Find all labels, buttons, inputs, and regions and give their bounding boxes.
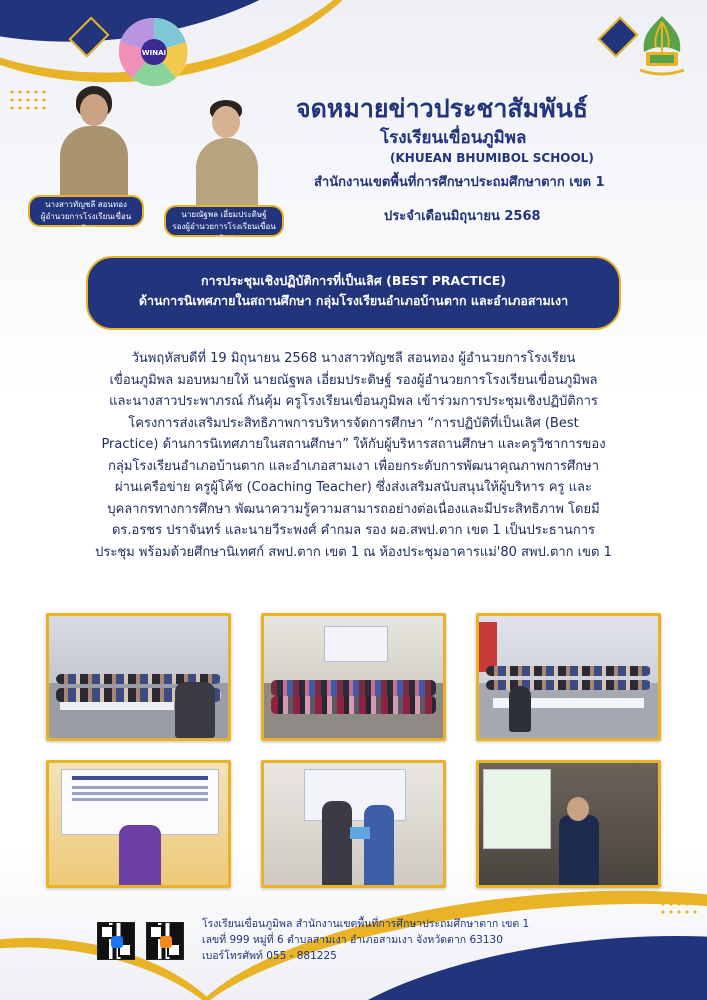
curtain bbox=[479, 622, 497, 672]
uniform bbox=[60, 126, 128, 202]
presenter bbox=[322, 801, 352, 888]
event-photo-3 bbox=[476, 613, 661, 741]
event-title-banner bbox=[86, 256, 621, 330]
website-icon bbox=[160, 936, 172, 948]
body-line: ประชุม พร้อมด้วยศึกษานิเทศก์ สพป.ตาก เขต 1 ณ ห้องประชุมอาคารแม่'80 สพป.ตาก เขต 1 bbox=[95, 544, 612, 560]
speaker-head bbox=[567, 797, 589, 821]
group-row bbox=[271, 680, 436, 696]
game-screen bbox=[483, 769, 551, 849]
event-photo-6 bbox=[476, 760, 661, 888]
body-line: ผ่านเครือข่าย ครูผู้โค้ช (Coaching Teacher) ซึ่งส่งเสริมสนับสนุนให้ผู้บริหาร ครู และ bbox=[115, 480, 592, 495]
recipient bbox=[364, 805, 394, 888]
event-photo-5 bbox=[261, 760, 446, 888]
footer-contact bbox=[202, 916, 529, 964]
news-body bbox=[20, 348, 687, 563]
dot-pattern bbox=[8, 88, 48, 112]
body-line: กลุ่มโรงเรียนอำเภอบ้านตาก และอำเภอสามเงา เพื่อยกระดับการพัฒนาคุณภาพการศึกษา bbox=[107, 458, 599, 474]
event-photo-4 bbox=[46, 760, 231, 888]
education-office: สำนักงานเขตพื้นที่การศึกษาประถมศึกษาตาก เขต 1 bbox=[314, 175, 605, 190]
dot-pattern bbox=[659, 892, 699, 916]
winai-infographic bbox=[96, 12, 212, 88]
seated-participant bbox=[175, 682, 215, 738]
photo-floor bbox=[479, 683, 658, 738]
qr-code[interactable] bbox=[97, 922, 135, 960]
body-line: เขื่อนภูมิพล มอบหมายให้ นายณัฐพล เอี่ยมประดิษฐ์ รองผู้อำนวยการโรงเรียนเขื่อนภูมิพล bbox=[109, 372, 598, 388]
group-row bbox=[271, 696, 436, 714]
footer-line-1: โรงเรียนเขื่อนภูมิพล สำนักงานเขตพื้นที่การศึกษาประถมศึกษาตาก เขต 1 bbox=[202, 918, 530, 930]
speaker bbox=[559, 815, 599, 888]
deputy-position: รองผู้อำนวยการโรงเรียนเขื่อนภูมิพล bbox=[172, 222, 276, 243]
school-name-en: (KHUEAN BHUMIBOL SCHOOL) bbox=[390, 151, 594, 165]
school-name-th: โรงเรียนเขื่อนภูมิพล bbox=[380, 128, 527, 148]
certificate bbox=[350, 827, 370, 839]
director-caption bbox=[30, 197, 142, 233]
footer-line-2: เลขที่ 999 หมู่ที่ 6 ตำบลสามเงา อำเภอสามเงา จังหวัดตาก 63130 bbox=[202, 934, 503, 946]
event-photo-1 bbox=[46, 613, 231, 741]
body-line: โครงการส่งเสริมประสิทธิภาพการบริหารจัดการศึกษา “การปฏิบัติที่เป็นเลิศ (Best bbox=[128, 415, 579, 431]
deputy-caption bbox=[166, 207, 282, 243]
table bbox=[60, 702, 175, 710]
director-position: ผู้อำนวยการโรงเรียนเขื่อนภูมิพล bbox=[40, 212, 132, 233]
projection-screen bbox=[324, 626, 388, 662]
body-line: วันพฤหัสบดีที่ 19 มิถุนายน 2568 นางสาวทัญชลี สอนทอง ผู้อำนวยการโรงเรียน bbox=[131, 351, 576, 366]
qr-code[interactable] bbox=[146, 922, 184, 960]
footer-line-3: เบอร์โทรศัพท์ 055 - 881225 bbox=[202, 950, 337, 962]
director-portrait bbox=[46, 84, 142, 202]
participant bbox=[509, 686, 531, 732]
newsletter-title: จดหมายข่าวประชาสัมพันธ์ bbox=[296, 94, 588, 123]
infographic-word: WINAI bbox=[141, 49, 167, 57]
body-line: Practice) ด้านการนิเทศภายในสถานศึกษา” ให้กับผู้บริหารสถานศึกษา และครูวิชาการของ bbox=[101, 437, 606, 452]
head bbox=[80, 94, 108, 126]
right-gold-swoosh bbox=[679, 110, 707, 370]
facebook-icon bbox=[111, 936, 123, 948]
audience-row bbox=[486, 666, 651, 676]
banner-line-2: ด้านการนิเทศภายในสถานศึกษา กลุ่มโรงเรียนอำเภอบ้านตาก และอำเภอสามเงา bbox=[138, 293, 569, 308]
uniform bbox=[196, 138, 258, 210]
banner-line-1: การประชุมเชิงปฏิบัติการที่เป็นเลิศ (BEST PRACTICE) bbox=[200, 273, 507, 288]
deputy-director-portrait bbox=[192, 100, 262, 210]
speaker bbox=[119, 825, 161, 888]
director-name: นางสาวทัญชลี สอนทอง bbox=[45, 200, 127, 209]
issue-month: ประจำเดือนมิถุนายน 2568 bbox=[384, 209, 541, 224]
school-logo bbox=[632, 12, 692, 78]
body-line: ดร.อรชร ปราจันทร์ และนายวีระพงศ์ คำกมล รอง ผอ.สพป.ตาก เขต 1 เป็นประธานการ bbox=[111, 523, 596, 538]
deputy-name: นายณัฐพล เอี่ยมประดิษฐ์ bbox=[181, 210, 267, 219]
event-photo-2 bbox=[261, 613, 446, 741]
head bbox=[212, 106, 240, 138]
body-line: บุคลากรทางการศึกษา พัฒนาความรู้ความสามารถอย่างต่อเนื่องและมีประสิทธิภาพ โดยมี bbox=[107, 501, 600, 517]
body-line: และนางสาวประพาภรณ์ กันคุ้ม ครูโรงเรียนเขื่อนภูมิพล เข้าร่วมการประชุมเชิงปฏิบัติการ bbox=[109, 394, 598, 409]
